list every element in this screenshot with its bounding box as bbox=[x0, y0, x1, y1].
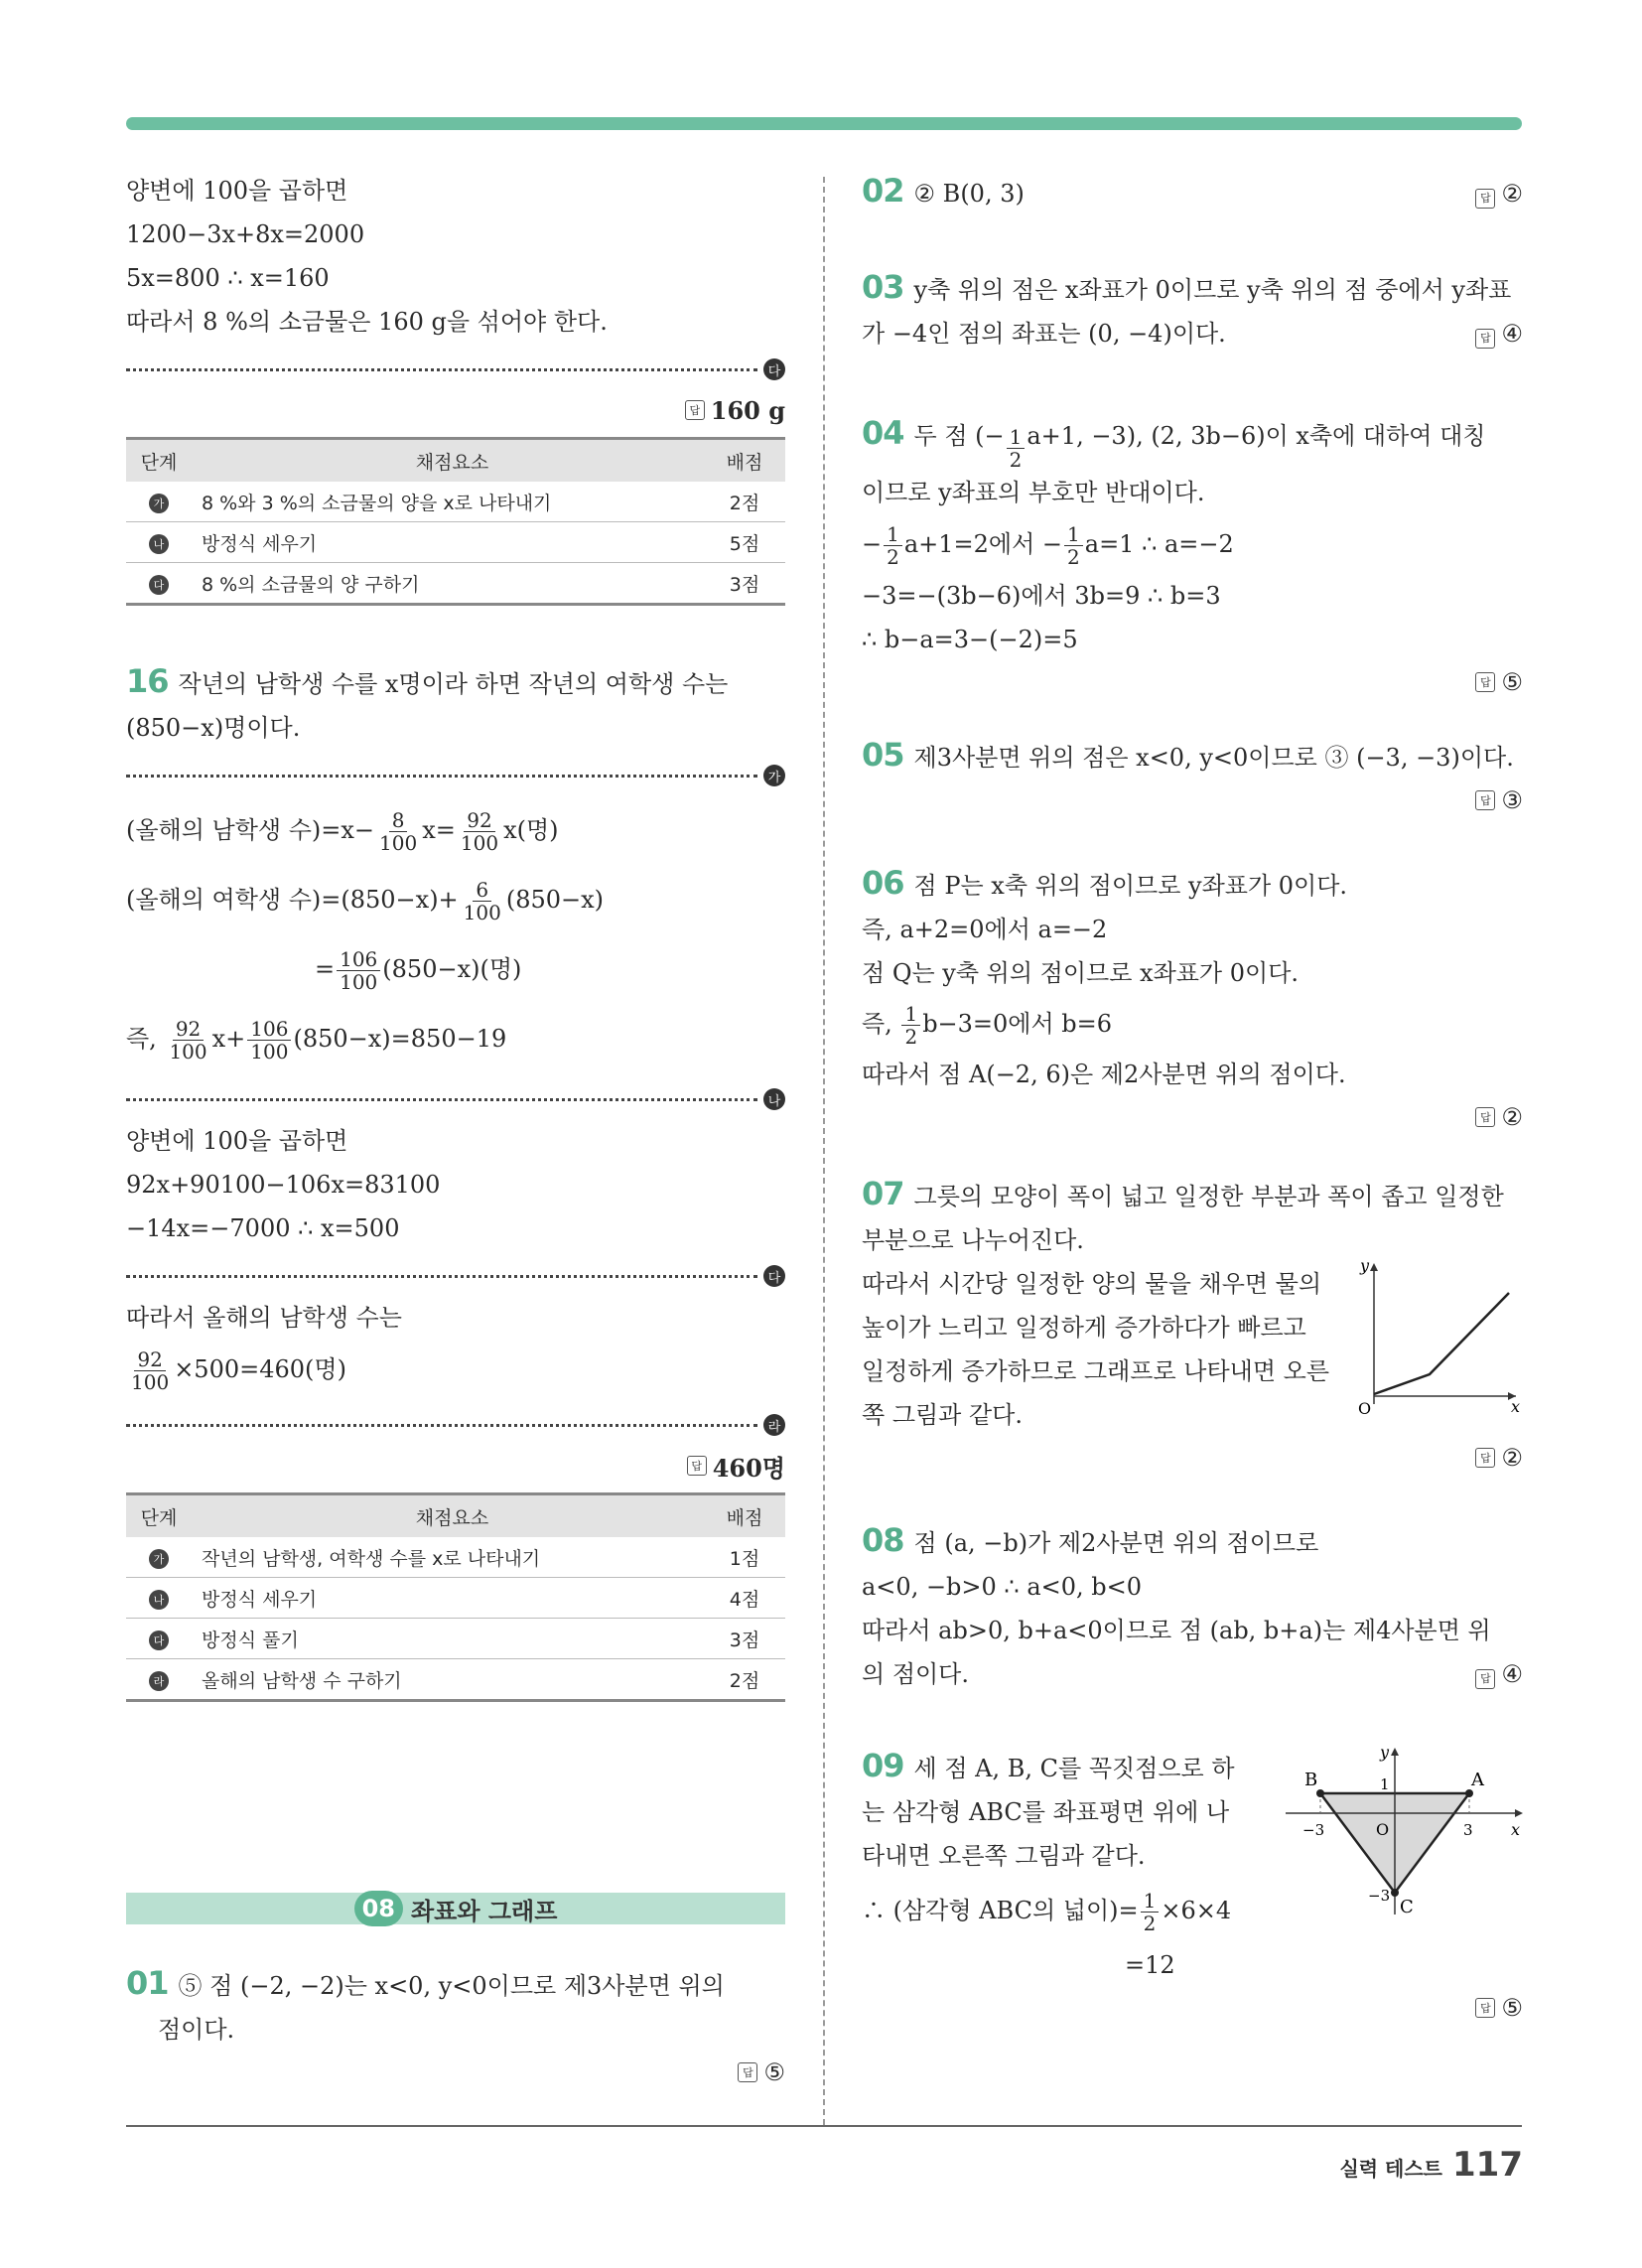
question-09: 09 세 점 A, B, C를 꼭짓점으로 하 는 삼각형 ABC를 좌표평면 위에 나 타내면 오른쪽 그림과 같다. ∴ (삼각형 ABC의 넓이)= $\frac{1}{2}$ ×6×4 =12 B A C O x y −3 3 1 −3 bbox=[862, 1744, 1523, 1987]
equation-line: = $\frac{106}{100}$ (850−x)(명) bbox=[315, 947, 522, 994]
origin-label: O bbox=[1358, 1399, 1372, 1416]
point-b-label: B bbox=[1304, 1770, 1318, 1790]
dotted-separator bbox=[126, 350, 785, 389]
x-axis-label: x bbox=[1511, 1397, 1521, 1416]
table-row: 가 작년의 남학생, 여학생 수를 x로 나타내기 1점 bbox=[126, 1537, 785, 1578]
scoring-table-16: 단계 채점요소 배점 가 작년의 남학생, 여학생 수를 x로 나타내기 1점 나 방정식 세우기 4점 다 방정식 풀기 3점 라 올해의 남학생 수 구하기 2점 bbox=[126, 1492, 785, 1702]
y-axis-label: y bbox=[1360, 1257, 1370, 1275]
step-mark: 다 bbox=[763, 358, 785, 380]
text-line: 1200−3x+8x=2000 bbox=[126, 220, 365, 248]
question-06: 06 점 P는 x축 위의 점이므로 y좌표가 0이다. bbox=[862, 864, 1348, 902]
table-row: 다 방정식 풀기 3점 bbox=[126, 1619, 785, 1659]
question-16: 16 작년의 남학생 수를 x명이라 하면 작년의 여학생 수는 bbox=[126, 662, 729, 700]
equation-line: (올해의 여학생 수)=(850−x)+ $\frac{6}{100}$ (850−x) bbox=[126, 878, 605, 924]
origin-label: O bbox=[1376, 1820, 1390, 1839]
equation-line: (올해의 남학생 수)=x− $\frac{8}{100}$ x= $\frac{92}{100}$ x(명) bbox=[126, 808, 559, 855]
top-accent-bar bbox=[126, 117, 1522, 130]
tick-label: −3 bbox=[1302, 1821, 1325, 1839]
triangle-abc-graph bbox=[1281, 1744, 1529, 1922]
x-axis-label: x bbox=[1511, 1820, 1521, 1839]
question-08: 08 점 (a, −b)가 제2사분면 위의 점이므로 bbox=[862, 1521, 1319, 1559]
equation-line: 즉, $\frac{92}{100}$ x+ $\frac{106}{100}$ (850−x)=850−19 bbox=[126, 1017, 507, 1063]
table-row: 라 올해의 남학생 수 구하기 2점 bbox=[126, 1659, 785, 1701]
page-footer bbox=[1339, 2145, 1523, 2185]
table-row: 가 8 %와 3 %의 소금물의 양을 x로 나타내기 2점 bbox=[126, 482, 785, 522]
answer-icon: 답 bbox=[685, 400, 705, 420]
left-column: 양변에 100을 곱하면 1200−3x+8x=2000 5x=800 ∴ x=160 따라서 8 %의 소금물은 160 g을 섞어야 한다. 다 답 160 g 단계 채점요소 배점 가 8 %와 3 %의 소금물의 양을 x로 나타내기 2점 나 방정식 세우기 5점 다 8 %의 소금물의 양 구하기 3점 16 작년의 남학생 수를 x명이라 하면 작년의 여학생 수는 (850−x)명이다. 가 (올해의 남학생 수)=x− $\frac{8}{100}$ x= $\frac{92}{100}$ x(명) (올해의 여학생 수)=(850−x)+ $\frac{6}{100}$ (850−x) = $\frac{106}{100}$ (850−x)(명) 즉, $\frac{92}{100}$ x+ $\frac{106}{100}$ (850−x)=850−19 나 양변에 100을 곱하면 92x+90100−106x=83100 −14x=−7000 ∴ x=500 다 따라서 올해의 남학생 수는 $\frac{92}{100}$ ×500=460(명) 라 답 460명 단계 채점요소 배점 가 작년의 남학생, 여학생 수를 x로 나타내기 1점 나 방정식 세우기 4점 다 방정식 풀기 3점 라 올해의 남학생 수 구하기 2점 bbox=[126, 169, 785, 1702]
question-01: 01 ⑤ 점 (−2, −2)는 x<0, y<0이므로 제3사분면 위의 점이다. 답 ⑤ bbox=[126, 1964, 785, 2086]
text-line: 양변에 100을 곱하면 bbox=[126, 177, 348, 205]
tick-label: −3 bbox=[1368, 1887, 1391, 1905]
question-04: 04 두 점 (− $\frac{1}{2}$ a+1, −3), (2, 3b−6)이 x축에 대하여 대칭 bbox=[862, 414, 1486, 472]
question-07: 07 그릇의 모양이 폭이 넓고 일정한 부분과 폭이 좁고 일정한 부분으로 나누어진다. 따라서 시간당 일정한 양의 물을 채우면 물의 높이가 느리고 일정하게 증가하다가 빠르고 일정하게 증가하므로 그래프로 나타내면 오른 쪽 그림과 같다. y x O bbox=[862, 1175, 1521, 1429]
dotted-separator: 다 bbox=[126, 1256, 785, 1296]
point-a-label: A bbox=[1471, 1770, 1484, 1790]
dotted-separator: 나 bbox=[126, 1079, 785, 1119]
dotted-separator: 라 bbox=[126, 1405, 785, 1445]
answer-15: 답 160 g bbox=[126, 389, 785, 431]
tick-label: 3 bbox=[1463, 1821, 1473, 1839]
question-02: 02 ② B(0, 3) 답 ② bbox=[862, 172, 1523, 210]
footer-label: 실력 테스트 bbox=[1339, 2157, 1443, 2181]
question-03: 03 y축 위의 점은 x좌표가 0이므로 y축 위의 점 중에서 y좌표 bbox=[862, 268, 1512, 306]
section-header: 08 좌표와 그래프 bbox=[126, 1893, 785, 1924]
text-line: 따라서 8 %의 소금물은 160 g을 섞어야 한다. bbox=[126, 308, 608, 336]
column-divider bbox=[823, 177, 825, 2125]
question-05: 05 제3사분면 위의 점은 x<0, y<0이므로 ③ (−3, −3)이다. bbox=[862, 736, 1514, 774]
dotted-separator: 가 bbox=[126, 756, 785, 795]
water-height-graph bbox=[1352, 1257, 1521, 1416]
table-row: 나 방정식 세우기 5점 bbox=[126, 522, 785, 563]
y-axis-label: y bbox=[1380, 1744, 1390, 1762]
answer-16: 답 460명 bbox=[126, 1445, 785, 1487]
table-row: 나 방정식 세우기 4점 bbox=[126, 1578, 785, 1619]
point-c-label: C bbox=[1400, 1897, 1414, 1917]
table-row: 다 8 %의 소금물의 양 구하기 3점 bbox=[126, 563, 785, 605]
right-column: 02 ② B(0, 3) 답 ② 03 y축 위의 점은 x좌표가 0이므로 y축 위의 점 중에서 y좌표 가 −4인 점의 좌표는 (0, −4)이다. 답 ④ 04 두 점 (− $\frac{1}{2}$ a+1, −3), (2, 3b−6)이 x축에 대하여 대칭 이므로 y좌표의 부호만 반대이다. − $\frac{1}{2}$ a+1=2에서 − $\frac{1}{2}$ a=1 ∴ a=−2 −3=−(3b−6)에서 3b=9 ∴ b=3 ∴ b−a=3−(−2)=5 답 ⑤ 05 제3사분면 위의 점은 x<0, y<0이므로 ③ (−3, −3)이다. 답 ③ 06 점 P는 x축 위의 점이므로 y좌표가 0이다. 즉, a+2=0에서 a=−2 점 Q는 y축 위의 점이므로 x좌표가 0이다. 즉, $\frac{1}{2}$ b−3=0에서 b=6 따라서 점 A(−2, 6)은 제2사분면 위의 점이다. 답 ② 07 그릇의 모양이 폭이 넓고 일정한 부분과 폭이 좁고 일정한 부분으로 나누어진다. 따라서 시간당 일정한 양의 물을 채우면 물의 높이가 느리고 일정하게 증가하다가 빠르고 일정하게 증가하므로 그래프로 나타내면 오른 쪽 그림과 같다. y x O 답 ② 08 점 (a, −b)가 제2사분면 위의 점이므로 a<0, −b>0 ∴ a<0, b<0 따라서 ab>0, b+a<0이므로 점 (ab, b+a)는 제4사분면 위 의 점이다. 답 ④ 09 세 점 A, B, C를 꼭짓점으로 하 는 삼각형 ABC를 좌표평면 위에 나 타내면 오른쪽 그림과 같다. ∴ (삼각형 ABC의 넓이)= $\frac{1}{2}$ ×6×4 =12 B A C O x y −3 3 1 −3 답 ⑤ bbox=[862, 169, 1523, 2029]
tick-label: 1 bbox=[1380, 1775, 1390, 1793]
page-number: 117 bbox=[1452, 2145, 1523, 2185]
footer-rule bbox=[126, 2125, 1522, 2127]
text-line: 5x=800 ∴ x=160 bbox=[126, 264, 330, 292]
scoring-table-15: 단계 채점요소 배점 가 8 %와 3 %의 소금물의 양을 x로 나타내기 2점 나 방정식 세우기 5점 다 8 %의 소금물의 양 구하기 3점 bbox=[126, 437, 785, 606]
